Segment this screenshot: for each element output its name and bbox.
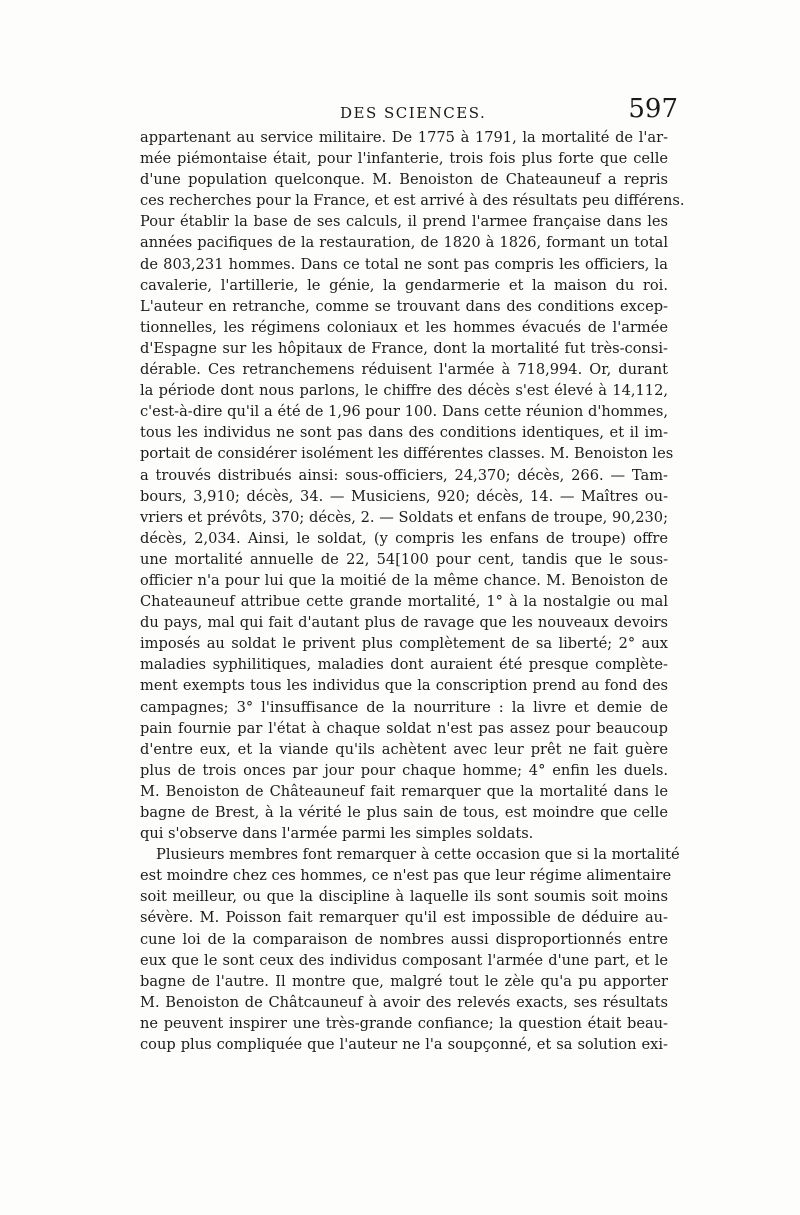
- text-line: la période dont nous parlons, le chiffre des décès s'est élevé à 14,112,: [140, 382, 668, 400]
- text-line: vriers et prévôts, 370; décès, 2. — Soldats et enfans de troupe, 90,230;: [140, 508, 668, 526]
- text-line: est moindre chez ces hommes, ce n'est pas que leur régime alimentaire: [140, 867, 672, 885]
- text-line: Chateauneuf attribue cette grande mortalité, 1° à la nostalgie ou mal: [140, 593, 668, 611]
- text-line: appartenant au service militaire. De 1775 à 1791, la mortalité de l'ar-: [140, 129, 668, 146]
- text-line: c'est-à-dire qu'il a été de 1,96 pour 100. Dans cette réunion d'hommes,: [140, 403, 668, 421]
- text-line: du pays, mal qui fait d'autant plus de ravage que les nouveaux devoirs: [140, 614, 668, 632]
- text-line: maladies syphilitiques, maladies dont auraient été presque complète-: [140, 656, 668, 674]
- text-line: bagne de l'autre. Il montre que, malgré tout le zèle qu'a pu apporter: [140, 972, 668, 990]
- body-text: [140, 127, 685, 1055]
- text-line: décès, 2,034. Ainsi, le soldat, (y compris les enfans de troupe) offre: [140, 529, 668, 547]
- text-line: coup plus compliquée que l'auteur ne l'a soupçonné, et sa solution exi-: [140, 1036, 668, 1054]
- text-line: mée piémontaise était, pour l'infanterie, trois fois plus forte que celle: [140, 150, 668, 168]
- running-head: DES SCIENCES.: [340, 104, 487, 122]
- text-line: cavalerie, l'artillerie, le génie, la gendarmerie et la maison du roi.: [140, 276, 668, 294]
- text-line: campagnes; 3° l'insuffisance de la nourriture : la livre et demie de: [140, 698, 668, 716]
- text-line: Pour établir la base de ses calculs, il prend l'armee française dans les: [140, 213, 668, 231]
- paragraph-1: [140, 127, 685, 844]
- page-header: [140, 90, 680, 130]
- text-line: eux que le sont ceux des individus composant l'armée d'une part, et le: [140, 951, 668, 969]
- text-line: L'auteur en retranche, comme se trouvant dans des conditions excep-: [140, 297, 668, 315]
- text-line: d'entre eux, et la viande qu'ils achètent avec leur prêt ne fait guère: [140, 740, 668, 758]
- text-line: de 803,231 hommes. Dans ce total ne sont pas compris les officiers, la: [140, 255, 668, 273]
- text-line: ces recherches pour la France, et est arrivé à des résultats peu différens.: [140, 192, 685, 210]
- text-line: a trouvés distribués ainsi: sous-officiers, 24,370; décès, 266. — Tam-: [140, 466, 668, 484]
- text-line: tionnelles, les régimens coloniaux et les hommes évacués de l'armée: [140, 318, 668, 336]
- text-line: plus de trois onces par jour pour chaque homme; 4° enfin les duels.: [140, 761, 668, 779]
- text-line: cune loi de la comparaison de nombres aussi disproportionnés entre: [140, 930, 668, 948]
- text-line: une mortalité annuelle de 22, 54[100 pour cent, tandis que le sous-: [140, 550, 668, 568]
- text-line: Plusieurs membres font remarquer à cette occasion que si la mortalité: [156, 846, 680, 864]
- page-number: 597: [628, 94, 678, 124]
- text-line: M. Benoiston de Châtcauneuf à avoir des relevés exacts, ses résultats: [140, 993, 668, 1011]
- text-line: tous les individus ne sont pas dans des conditions identiques, et il im-: [140, 424, 668, 442]
- text-line: sévère. M. Poisson fait remarquer qu'il est impossible de déduire au-: [140, 909, 668, 927]
- text-line: soit meilleur, ou que la discipline à laquelle ils sont soumis soit moins: [140, 888, 668, 906]
- text-line: d'Espagne sur les hôpitaux de France, dont la mortalité fut très-consi-: [140, 339, 668, 357]
- text-line: dérable. Ces retranchemens réduisent l'armée à 718,994. Or, durant: [140, 361, 668, 379]
- paragraph-2: [140, 844, 680, 1055]
- text-line: d'une population quelconque. M. Benoiston de Chateauneuf a repris: [140, 171, 668, 189]
- text-line: ment exempts tous les individus que la conscription prend au fond des: [140, 677, 668, 695]
- text-line: M. Benoiston de Châteauneuf fait remarquer que la mortalité dans le: [140, 782, 668, 800]
- text-line: imposés au soldat le privent plus complètement de sa liberté; 2° aux: [140, 635, 668, 653]
- text-line: bagne de Brest, à la vérité le plus sain de tous, est moindre que celle: [140, 804, 668, 821]
- text-line: ne peuvent inspirer une très-grande confiance; la question était beau-: [140, 1014, 668, 1032]
- text-line: officier n'a pour lui que la moitié de la même chance. M. Benoiston de: [140, 571, 668, 589]
- text-line: années pacifiques de la restauration, de 1820 à 1826, formant un total: [140, 234, 668, 252]
- text-line: bours, 3,910; décès, 34. — Musiciens, 920; décès, 14. — Maîtres ou-: [140, 487, 668, 505]
- text-line: qui s'observe dans l'armée parmi les simples soldats.: [140, 825, 534, 843]
- text-line: pain fournie par l'état à chaque soldat n'est pas assez pour beaucoup: [140, 719, 668, 737]
- text-line: portait de considérer isolément les différentes classes. M. Benoiston les: [140, 445, 674, 463]
